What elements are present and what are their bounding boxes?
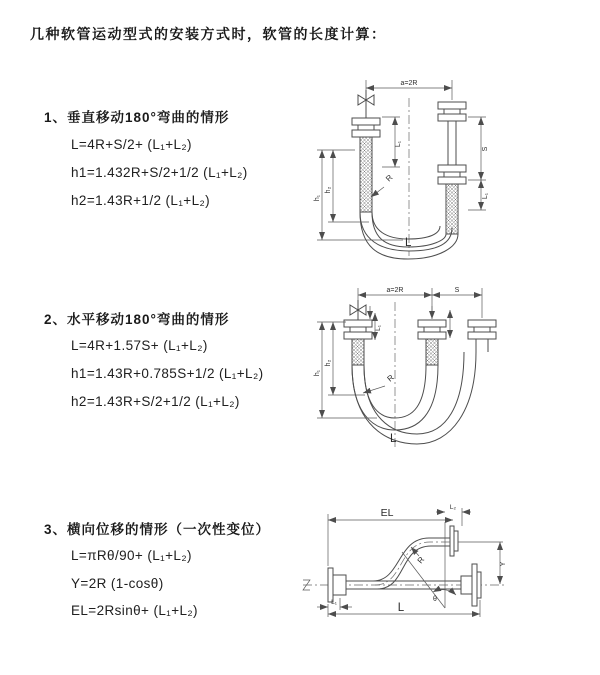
dim-s	[432, 287, 482, 295]
dim-l	[328, 600, 480, 617]
valve-icon	[350, 300, 366, 320]
angle-theta	[402, 522, 456, 608]
section2-heading: 2、水平移动180°弯曲的情形	[44, 312, 230, 327]
hose-u-bend	[352, 352, 476, 444]
left-flange	[328, 568, 346, 602]
right-flange-lower	[438, 165, 466, 184]
section2-formula-3: h2=1.43R+S/2+1/2 (L₁+L₂)	[71, 394, 240, 409]
section2-formula-2: h1=1.43R+0.785S+1/2 (L₁+L₂)	[71, 366, 264, 381]
left-braid-hose	[360, 137, 372, 212]
dim-a2r	[366, 80, 452, 100]
dim-l1-right	[468, 180, 489, 210]
s-label: S	[482, 146, 489, 152]
left-flange	[352, 118, 380, 137]
dim-l1-left	[382, 117, 402, 167]
l2-label: L₂	[449, 504, 457, 511]
right-braid-hose	[446, 184, 458, 234]
dim-radius	[371, 173, 395, 197]
section3-heading: 3、横向位移的情形（一次性变位）	[44, 522, 271, 537]
dim-radius	[363, 373, 396, 393]
dim-l1	[375, 313, 382, 340]
h2-label: h₂	[325, 186, 332, 194]
upper-flange	[450, 526, 458, 556]
l1-label: L₁	[375, 325, 382, 331]
dim-radius	[411, 547, 426, 565]
h1-label: h₁	[314, 369, 321, 377]
section1-formula-3: h2=1.43R+1/2 (L₁+L₂)	[71, 193, 211, 208]
section1-heading: 1、垂直移动180°弯曲的情形	[44, 110, 230, 125]
h1-label: h₁	[314, 194, 321, 202]
dim-a2r-label: a=2R	[400, 80, 418, 87]
flange-1	[344, 320, 372, 339]
braid-2	[426, 339, 438, 365]
dim-el	[328, 507, 453, 566]
dim-l1	[317, 598, 352, 610]
section3-formula-3: EL=2Rsinθ+ (L₁+L₂)	[71, 603, 198, 618]
s-label: S	[454, 287, 460, 294]
length-label: L	[397, 602, 405, 614]
section3-formula-2: Y=2R (1-cosθ)	[71, 576, 164, 591]
dim-a2r	[358, 287, 482, 318]
radius-label: R	[384, 172, 395, 184]
l1-left-label: L₁	[395, 140, 402, 148]
length-label: L	[405, 237, 412, 249]
diagram-horizontal-180-bend	[305, 280, 515, 455]
page-title: 几种软管运动型式的安装方式时，软管的长度计算：	[30, 26, 387, 42]
diagram-lateral-displacement	[295, 500, 515, 645]
diagram-vertical-180-bend	[305, 70, 535, 260]
theta-label: θ	[433, 596, 437, 603]
dim-h1	[314, 150, 403, 240]
length-label: L	[390, 433, 397, 445]
l1-label: L₁	[331, 599, 337, 606]
radius-label: R	[415, 555, 427, 566]
valve-icon	[358, 90, 374, 118]
h2-label: h₂	[325, 359, 332, 367]
dim-l2	[436, 504, 471, 526]
section1-formula-1: L=4R+S/2+ (L₁+L₂)	[71, 137, 192, 152]
dim-a2r-label: a=2R	[386, 287, 404, 294]
flange-2	[418, 320, 446, 339]
section1-formula-2: h1=1.432R+S/2+1/2 (L₁+L₂)	[71, 165, 248, 180]
dim-s	[468, 117, 489, 180]
y-label: Y	[500, 561, 507, 567]
flange-3-shifted	[468, 320, 496, 339]
el-label: EL	[380, 507, 394, 519]
right-flange-upper	[438, 102, 466, 121]
braid-1	[352, 339, 364, 365]
section2-formula-1: L=4R+1.57S+ (L₁+L₂)	[71, 338, 208, 353]
l1-right-label: L₁	[482, 192, 489, 200]
radius-label: R	[385, 372, 396, 384]
right-flange	[461, 564, 481, 606]
section3-formula-1: L=πRθ/90+ (L₁+L₂)	[71, 548, 192, 563]
